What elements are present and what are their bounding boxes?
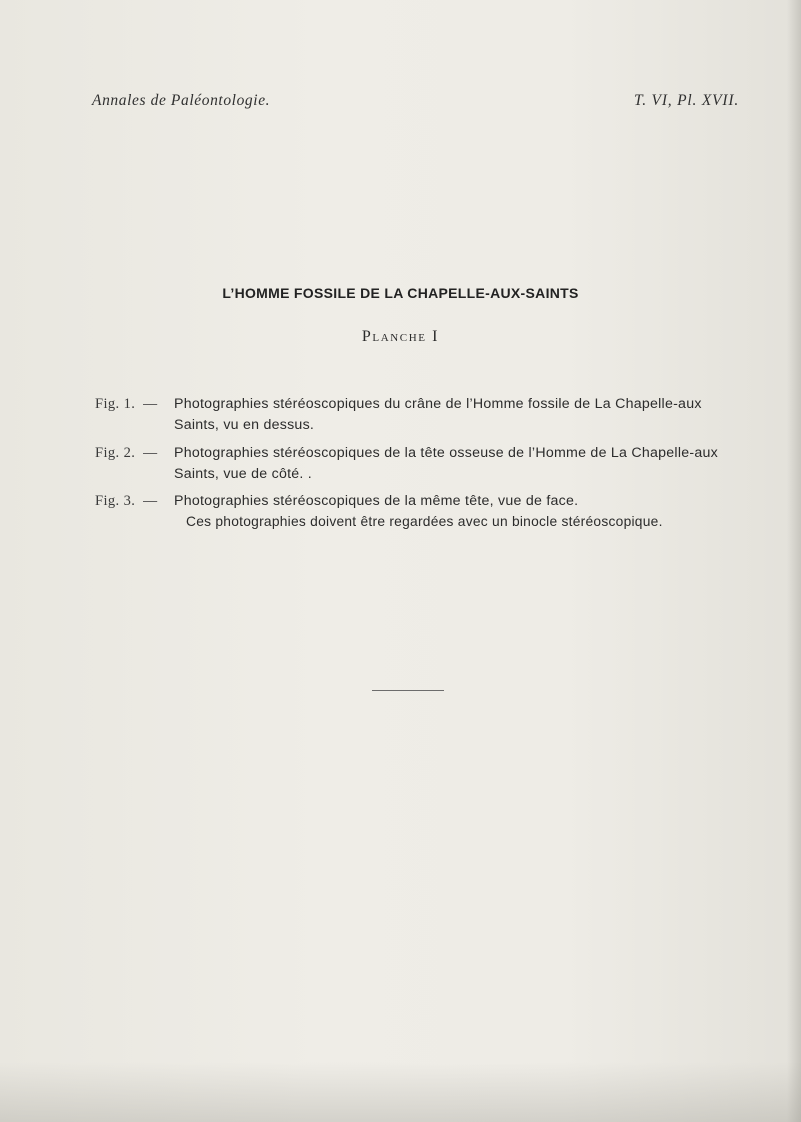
figure-text-line: Saints, vu en dessus. — [174, 416, 315, 433]
figure-text-line: Photographies stéréoscopiques du crâne de l’Homme fossile de La Chapelle-aux — [174, 396, 702, 412]
figure-text — [174, 394, 754, 435]
paper-edge-right — [787, 0, 801, 1122]
viewing-note: Ces photographies doivent être regardées avec un binocle stéréoscopique. — [186, 514, 663, 529]
figure-text-line: Saints, vue de côté. . — [174, 465, 312, 482]
figure-label: Fig. 2. — [95, 445, 136, 461]
figure-label: Fig. 1. — [95, 396, 136, 412]
figure-label: Fig. 3. — [95, 493, 136, 509]
divider-rule — [372, 690, 444, 691]
figure-text — [174, 443, 754, 484]
figure-text-line: Photographies stéréoscopiques de la même tête, vue de face. — [174, 493, 579, 509]
figure-text — [174, 491, 754, 512]
figure-dash: — — [143, 445, 158, 461]
paper-edge-bottom — [0, 1062, 801, 1122]
figure-dash: — — [143, 493, 158, 509]
running-head-volume: T. VI, Pl. XVII. — [633, 92, 739, 109]
figure-text-line: Photographies stéréoscopiques de la tête osseuse de l’Homme de La Chapelle-aux — [174, 445, 718, 461]
figure-dash: — — [143, 396, 158, 412]
plate-title: L’HOMME FOSSILE DE LA CHAPELLE-AUX-SAINTS — [222, 285, 579, 301]
plate-number: Planche I — [361, 328, 440, 345]
running-head-journal: Annales de Paléontologie. — [92, 92, 271, 109]
